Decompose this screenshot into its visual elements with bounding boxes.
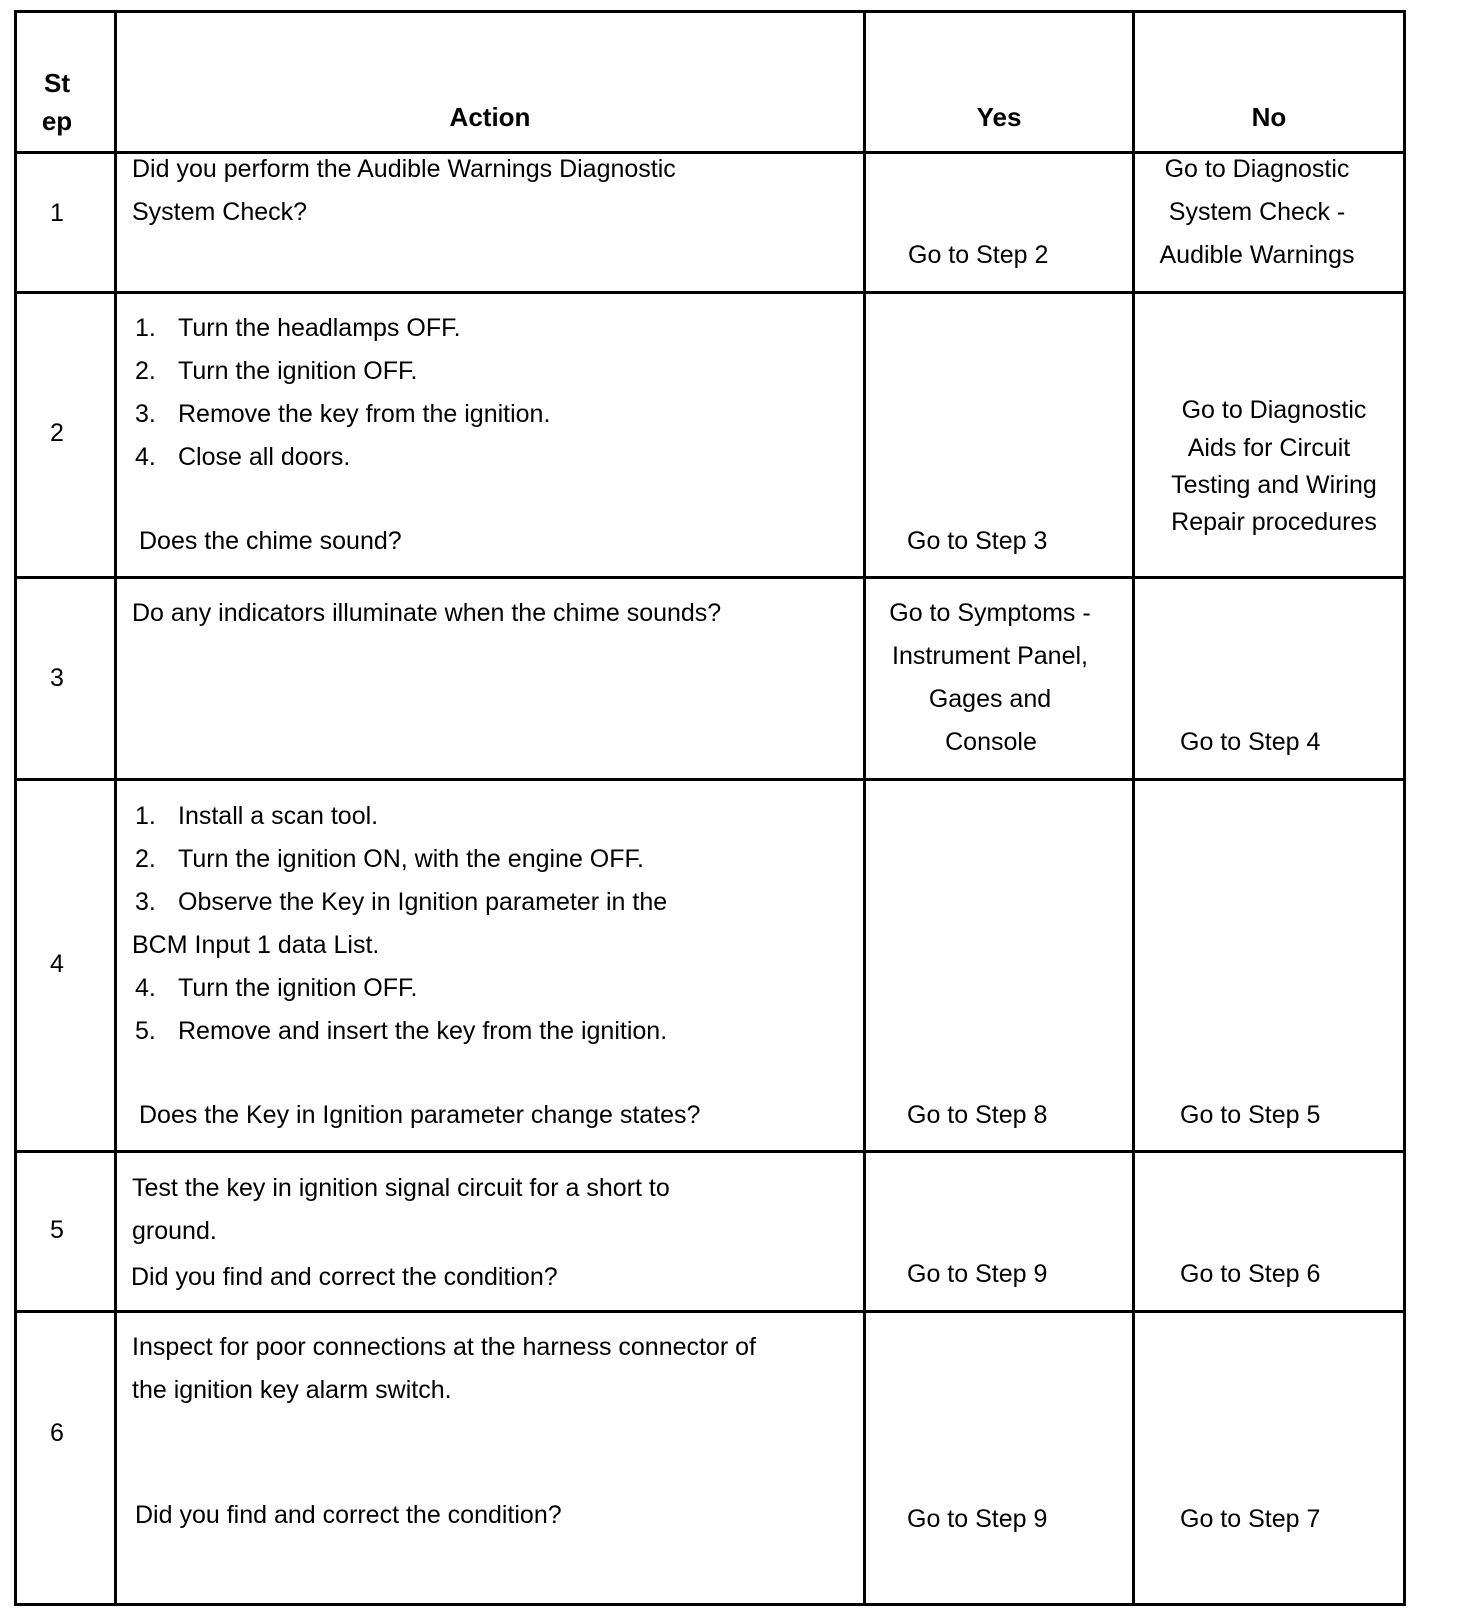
no-result: Go to Step 4	[1180, 728, 1321, 756]
action-question: Does the chime sound?	[139, 527, 402, 555]
step-number: 1	[50, 199, 64, 227]
yes-result-line: Console	[945, 728, 1037, 756]
list-item: Turn the ignition OFF.	[178, 974, 418, 1002]
no-result-line: Repair procedures	[1171, 508, 1377, 536]
action-line: Did you perform the Audible Warnings Diagnostic	[132, 155, 676, 183]
list-number: 3.	[135, 888, 156, 916]
step-number: 3	[50, 664, 64, 692]
table-border-top	[14, 10, 1406, 13]
yes-result-line: Go to Symptoms -	[889, 599, 1091, 627]
step-number: 5	[50, 1216, 64, 1244]
row-divider	[14, 1310, 1406, 1313]
no-result: Go to Step 6	[1180, 1260, 1321, 1288]
list-item: Turn the headlamps OFF.	[178, 314, 461, 342]
header-action: Action	[449, 102, 531, 132]
no-result-line: Aids for Circuit	[1187, 434, 1351, 462]
list-item: Turn the ignition ON, with the engine OFF.	[178, 845, 644, 873]
list-item: Remove and insert the key from the ignition.	[178, 1017, 668, 1045]
action-question: Did you find and correct the condition?	[135, 1501, 562, 1529]
step-number: 6	[50, 1419, 64, 1447]
list-number: 2.	[135, 845, 156, 873]
list-number: 5.	[135, 1017, 156, 1045]
list-number: 2.	[135, 357, 156, 385]
action-line: the ignition key alarm switch.	[132, 1376, 452, 1404]
header-step: St ep	[41, 68, 73, 136]
no-result-line: Go to Diagnostic	[1181, 396, 1367, 424]
yes-result: Go to Step 2	[908, 241, 1049, 269]
row-divider	[14, 1150, 1406, 1153]
row-divider	[14, 576, 1406, 579]
no-result-line: System Check -	[1168, 198, 1346, 226]
list-item: Observe the Key in Ignition parameter in the	[178, 888, 668, 916]
row-divider	[14, 291, 1406, 294]
list-number: 3.	[135, 400, 156, 428]
list-number: 1.	[135, 314, 156, 342]
action-line: Test the key in ignition signal circuit for a short to	[132, 1174, 670, 1202]
no-result-line: Go to Diagnostic	[1164, 155, 1350, 183]
no-result-line: Testing and Wiring	[1171, 471, 1377, 499]
list-item: Install a scan tool.	[178, 802, 379, 830]
column-divider	[863, 10, 866, 1606]
table-border-left	[14, 10, 17, 1606]
yes-result: Go to Step 9	[907, 1260, 1048, 1288]
no-result: Go to Step 5	[1180, 1101, 1321, 1129]
list-item: Remove the key from the ignition.	[178, 400, 551, 428]
action-line: Inspect for poor connections at the harness connector of	[132, 1333, 756, 1361]
yes-result-line: Instrument Panel,	[892, 642, 1088, 670]
yes-result: Go to Step 8	[907, 1101, 1048, 1129]
action-line: System Check?	[132, 198, 308, 226]
column-divider	[114, 10, 117, 1606]
yes-result: Go to Step 9	[907, 1505, 1048, 1533]
action-line: Do any indicators illuminate when the chime sounds?	[132, 599, 722, 627]
no-result: Go to Step 7	[1180, 1505, 1321, 1533]
list-number: 4.	[135, 443, 156, 471]
table-border-bottom	[14, 1603, 1406, 1606]
header-no: No	[1251, 102, 1287, 132]
action-question: Does the Key in Ignition parameter change states?	[139, 1101, 701, 1129]
yes-result-line: Gages and	[928, 685, 1052, 713]
step-number: 4	[50, 950, 64, 978]
no-result-line: Audible Warnings	[1159, 241, 1355, 269]
table-border-right	[1403, 10, 1406, 1606]
list-number: 4.	[135, 974, 156, 1002]
row-divider	[14, 778, 1406, 781]
yes-result: Go to Step 3	[907, 527, 1048, 555]
list-number: 1.	[135, 802, 156, 830]
header-yes: Yes	[976, 102, 1022, 132]
action-line: ground.	[132, 1217, 217, 1245]
action-question: Did you find and correct the condition?	[131, 1263, 558, 1291]
step-number: 2	[50, 419, 64, 447]
list-item-continued: BCM Input 1 data List.	[132, 931, 380, 959]
list-item: Close all doors.	[178, 443, 351, 471]
list-item: Turn the ignition OFF.	[178, 357, 418, 385]
